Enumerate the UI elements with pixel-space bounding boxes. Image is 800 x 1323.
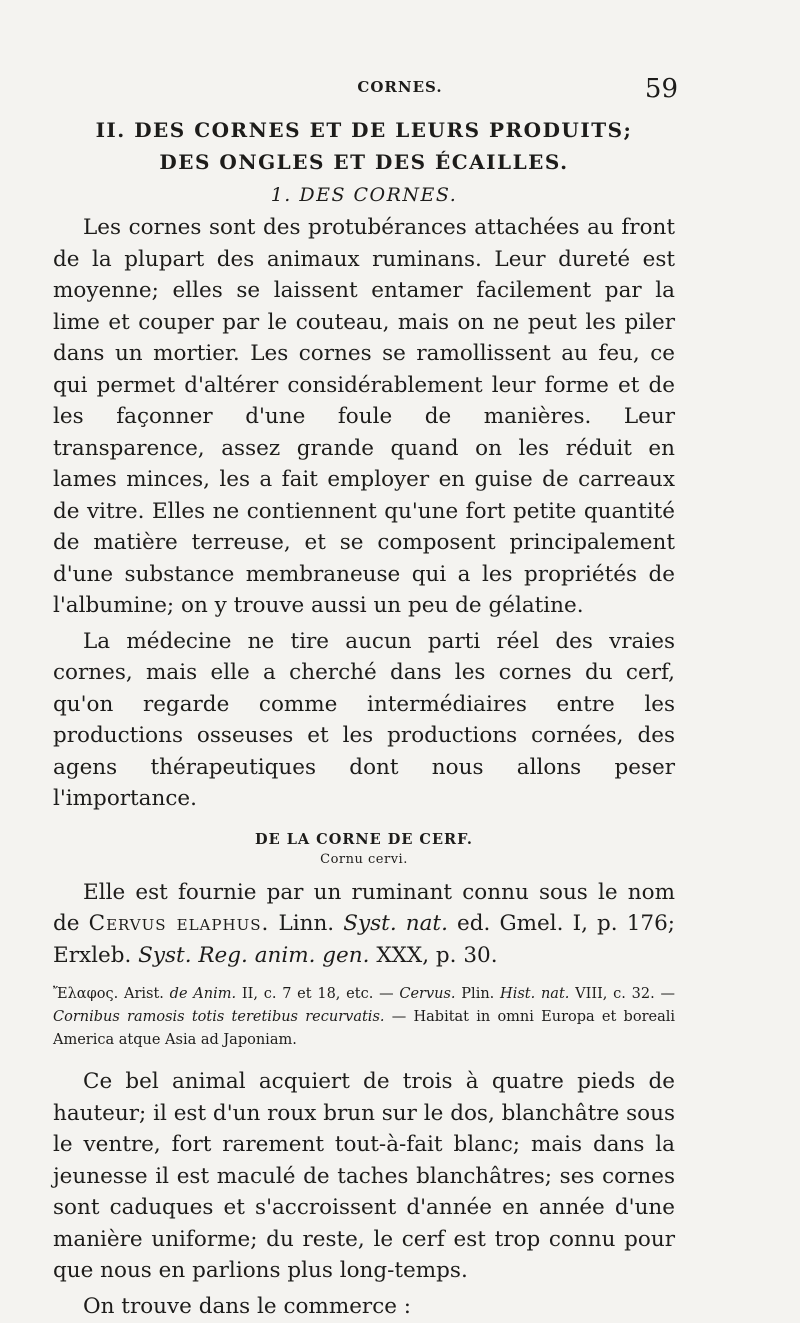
page-body (53, 112, 675, 1322)
note-greek: Ἔλαφος. (53, 986, 119, 1002)
note-habitat: — Habitat in omni Europa et boreali America atque Asia ad Japoniam. (53, 1009, 675, 1048)
ref-syst-reg: Syst. Reg. anim. gen. (138, 942, 370, 968)
paragraph-commerce: On trouve dans le commerce : (83, 1293, 412, 1319)
note-ref2: VIII, c. 32. — (575, 986, 675, 1002)
paragraph-cornes: Les cornes sont des protubérances attachées au front de la plupart des animaux ruminans. Leur dureté est moyenne; elles se laissent entamer facilement par la lime et couper par le couteau, mais on ne peut les piler dans un mortier. Les cornes se ramollissent au feu, ce qui permet d'altérer considérablement leur forme et de les façonner d'une foule de manières. Leur transparence, assez grande quand on les réduit en lames minces, les a fait employer en guise de carreaux de vitre. Elles ne contiennent qu'une fort petite quantité de matière terreuse, et se composent principalement d'une substance membraneuse qui a les propriétés de l'albumine; on y trouve aussi un peu de gélatine. (53, 215, 675, 618)
note-hist-nat: Hist. nat. (500, 986, 570, 1002)
paragraph-description: Ce bel animal acquiert de trois à quatre pieds de hauteur; il est d'un roux brun sur le dos, blanchâtre sous le ventre, fort rarement tout-à-fait blanc; mais dans la jeunesse il est maculé de taches blanchâtres; ses cornes sont caduques et s'accroissent d'année en année d'une manière uniforme; du reste, le cerf est trop connu pour que nous en parlions plus long-temps. (53, 1069, 675, 1283)
ref-syst-nat: Syst. nat. (343, 911, 448, 936)
note-plin: Plin. (461, 986, 495, 1002)
section-title-line-2: DES ONGLES ET DES ÉCAILLES. (159, 150, 569, 174)
ref-linn: Linn. (278, 911, 335, 936)
subsection-title: 1. DES CORNES. (270, 184, 458, 206)
paragraph-medecine: La médecine ne tire aucun parti réel des vraies cornes, mais elle a cherché dans les cornes du cerf, qu'on regarde comme intermédiaires entre les productions osseuses et les productions cornées, des agens thérapeutiques dont nous allons peser l'importance. (53, 628, 675, 811)
note-ref1: II, c. 7 et 18, etc. — (241, 986, 394, 1002)
note-cervus: Cervus. (399, 986, 456, 1002)
ref-end: XXX, p. 30. (376, 942, 498, 968)
heading-corne-de-cerf: DE LA CORNE DE CERF. (255, 830, 473, 848)
note-arist: Arist. (123, 986, 164, 1002)
ruminant-intro: Elle est fournie par un ruminant connu sous le nom de (53, 879, 675, 936)
paragraph-ruminant (53, 877, 675, 972)
heading-cornu-cervi: Cornu cervi. (320, 851, 408, 867)
species-name: Cervus elaphus. (88, 911, 270, 936)
running-head: CORNES. (357, 78, 443, 96)
section-title-line-1: II. DES CORNES ET DE LEURS PRODUITS; (95, 118, 633, 142)
note-cornibus: Cornibus ramosis totis teretibus recurvatis. (53, 1009, 385, 1025)
page-number: 59 (644, 74, 678, 104)
ref-gmel: ed. Gmel. I, p. 176; Erxleb. (53, 911, 676, 968)
note-de-anim: de Anim. (169, 986, 237, 1002)
synonymy-note (53, 983, 675, 1052)
